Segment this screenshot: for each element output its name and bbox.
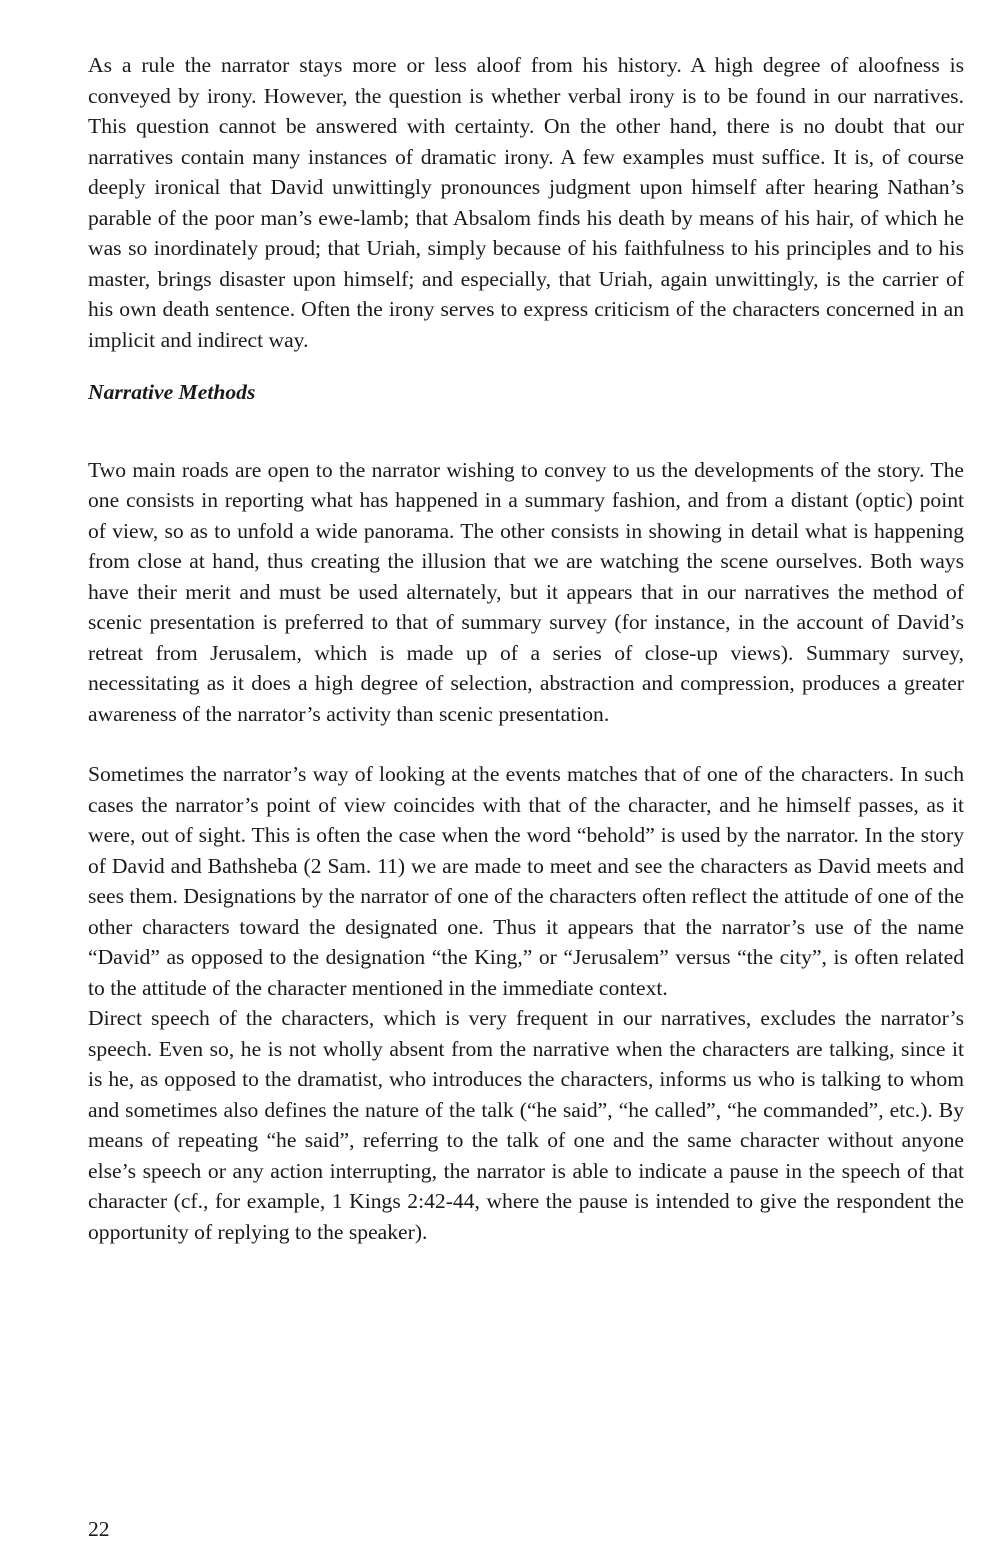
paragraph-narrative-roads: Two main roads are open to the narrator wishing to convey to us the developments of the story. The one consists in reporting what has happened in a summary fashion, and from a distant (optic) point of view, so as to unfold a wide panorama. The other consists in showing in detail what is happening from close at hand, thus creating the illusion that we are watching the scene ourselves. Both ways have their merit and must be used alternately, but it appears that in our narratives the method of scenic presentation is preferred to that of summary survey (for instance, in the account of David’s retreat from Jerusalem, which is made up of a series of close-up views). Summary survey, necessitating as it does a high degree of selection, abstraction and compression, produces a greater awareness of the narrator’s activity than scenic presentation. xyxy=(88,457,964,726)
paragraph-point-of-view: Sometimes the narrator’s way of looking at the events matches that of one of the characters. In such cases the narrator’s point of view coincides with that of the character, and he himself passes, as it were, out of sight. This is often the case when the word “behold” is used by the narrator. In the story of David and Bathsheba (2 Sam. 11) we are made to meet and see the characters as David meets and sees them. Designations by the narrator of one of the characters often reflect the attitude of one of the other characters toward the designated one. Thus it appears that the narrator’s use of the name “David” as opposed to the designation “the King,” or “Jerusalem” versus “the city”, is often related to the attitude of the character mentioned in the immediate context. xyxy=(88,762,965,1000)
section-heading: Narrative Methods xyxy=(88,380,256,404)
paragraph-irony: As a rule the narrator stays more or less aloof from his history. A high degree of aloofness is conveyed by irony. However, the question is whether verbal irony is to be found in our narratives. This question cannot be answered with certainty. On the other hand, there is no doubt that our narratives contain many instances of dramatic irony. A few examples must suffice. It is, of course deeply ironical that David unwittingly pronounces judgment upon himself after hearing Nathan’s parable of the poor man’s ewe-lamb; that Absalom finds his death by means of his hair, of which he was so inordinately proud; that Uriah, simply because of his faithfulness to his principles and to his master, brings disaster upon himself; and especially, that Uriah, again unwittingly, is the carrier of his own death sentence. Often the irony serves to express criticism of the characters concerned in an implicit and indirect way. xyxy=(88,53,964,352)
paragraph-direct-speech: Direct speech of the characters, which is very frequent in our narratives, excludes the narrator’s speech. Even so, he is not wholly absent from the narrative when the characters are talking, since it is he, as opposed to the dramatist, who introduces the characters, informs us who is talking to whom and sometimes also defines the nature of the talk (“he said”, “he called”, “he commanded”, etc.). By means of repeating “he said”, referring to the talk of one and the same character without anyone else’s speech or any action interrupting, the narrator is able to indicate a pause in the speech of that character (cf., for example, 1 Kings 2:42-44, where the pause is intended to give the respondent the opportunity of replying to the speaker). xyxy=(88,1006,964,1244)
page-number: 22 xyxy=(88,1517,110,1541)
